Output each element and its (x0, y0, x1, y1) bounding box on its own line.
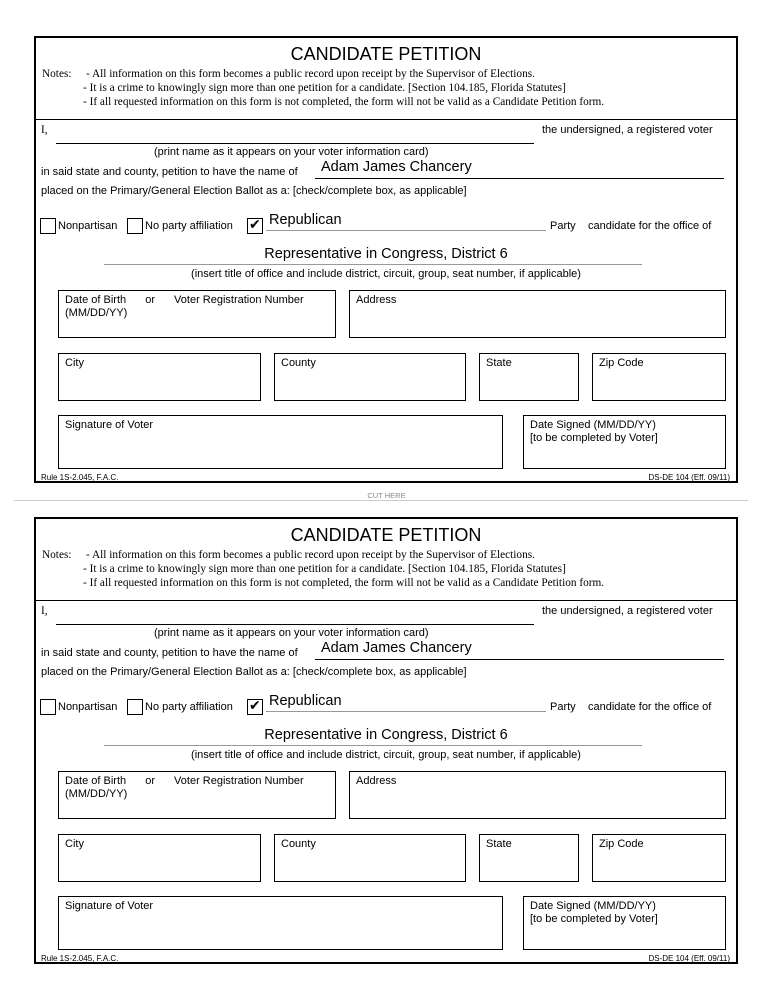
form-id: DS-DE 104 (Eff. 09/11) (648, 473, 730, 482)
rule-citation: Rule 1S-2.045, F.A.C. (41, 473, 119, 482)
signature-label: Signature of Voter (65, 900, 154, 912)
petition-form-1 (34, 36, 738, 483)
dob-format: (MM/DD/YY) (65, 307, 128, 319)
date-signed-label: Date Signed (MM/DD/YY) (530, 419, 656, 431)
address-label: Address (356, 775, 397, 787)
date-signed-box[interactable] (523, 896, 726, 950)
office-hint: (insert title of office and include district, circuit, group, seat number, if applicable) (191, 749, 581, 761)
no-party-label: No party affiliation (145, 220, 233, 232)
nonpartisan-label: Nonpartisan (58, 220, 118, 232)
note-3: - If all requested information on this form is not completed, the form will not be valid as a Candidate Petition form. (83, 577, 605, 589)
zip-label: Zip Code (599, 357, 644, 369)
or-label: or (145, 294, 155, 306)
no-party-checkbox[interactable] (127, 218, 143, 234)
divider (36, 600, 736, 601)
office-text: candidate for the office of (588, 701, 712, 713)
note-1: - All information on this form becomes a public record upon receipt by the Supervisor of Elections. (86, 549, 535, 561)
party-label: Party (550, 701, 576, 713)
undersigned-text: the undersigned, a registered voter (542, 605, 713, 617)
no-party-checkbox[interactable] (127, 699, 143, 715)
petition-text: in said state and county, petition to have the name of (41, 647, 298, 659)
dob-voter-reg-box[interactable] (58, 290, 336, 338)
dob-voter-reg-box[interactable] (58, 771, 336, 819)
cut-here-label: CUT HERE (367, 491, 406, 500)
date-signed-note: [to be completed by Voter] (530, 432, 658, 444)
note-1: - All information on this form becomes a public record upon receipt by the Supervisor of Elections. (86, 68, 535, 80)
date-signed-label: Date Signed (MM/DD/YY) (530, 900, 656, 912)
nonpartisan-label: Nonpartisan (58, 701, 118, 713)
date-signed-box[interactable] (523, 415, 726, 469)
dob-label: Date of Birth (65, 775, 127, 787)
party-value: Republican (269, 212, 342, 228)
notes-label: Notes: (42, 549, 72, 561)
signature-box[interactable] (58, 415, 503, 469)
form-title: CANDIDATE PETITION (290, 525, 482, 545)
candidate-name-value: Adam James Chancery (321, 640, 472, 656)
city-label: City (65, 838, 84, 850)
county-label: County (281, 357, 316, 369)
undersigned-text: the undersigned, a registered voter (542, 124, 713, 136)
office-text: candidate for the office of (588, 220, 712, 232)
voter-name-field[interactable] (56, 624, 534, 625)
office-field[interactable] (104, 745, 642, 746)
address-box[interactable] (349, 771, 726, 819)
ballot-text: placed on the Primary/General Election Ballot as a: [check/complete box, as applicable] (41, 666, 467, 678)
notes-label: Notes: (42, 68, 72, 80)
office-value: Representative in Congress, District 6 (264, 246, 508, 262)
dob-format: (MM/DD/YY) (65, 788, 128, 800)
voter-name-field[interactable] (56, 143, 534, 144)
office-field[interactable] (104, 264, 642, 265)
zip-box[interactable] (592, 353, 726, 401)
form-title: CANDIDATE PETITION (290, 44, 482, 64)
note-2: - It is a crime to knowingly sign more than one petition for a candidate. [Section 104.185, Florida Statutes] (83, 82, 566, 94)
print-name-hint: (print name as it appears on your voter information card) (154, 146, 429, 158)
cut-line (14, 500, 748, 501)
party-field[interactable] (266, 711, 546, 712)
state-label: State (486, 838, 512, 850)
party-checkbox[interactable] (247, 218, 263, 234)
zip-label: Zip Code (599, 838, 644, 850)
form-id: DS-DE 104 (Eff. 09/11) (648, 954, 730, 963)
county-box[interactable] (274, 834, 466, 882)
state-box[interactable] (479, 353, 579, 401)
party-value: Republican (269, 693, 342, 709)
state-label: State (486, 357, 512, 369)
county-box[interactable] (274, 353, 466, 401)
note-2: - It is a crime to knowingly sign more than one petition for a candidate. [Section 104.185, Florida Statutes] (83, 563, 566, 575)
note-3: - If all requested information on this form is not completed, the form will not be valid as a Candidate Petition form. (83, 96, 605, 108)
candidate-name-field[interactable] (315, 178, 724, 179)
party-field[interactable] (266, 230, 546, 231)
nonpartisan-checkbox[interactable] (40, 218, 56, 234)
office-hint: (insert title of office and include district, circuit, group, seat number, if applicable) (191, 268, 581, 280)
petition-form-2 (34, 517, 738, 964)
ballot-text: placed on the Primary/General Election Ballot as a: [check/complete box, as applicable] (41, 185, 467, 197)
print-name-hint: (print name as it appears on your voter information card) (154, 627, 429, 639)
voter-reg-label: Voter Registration Number (174, 775, 304, 787)
office-value: Representative in Congress, District 6 (264, 727, 508, 743)
voter-reg-label: Voter Registration Number (174, 294, 304, 306)
party-label: Party (550, 220, 576, 232)
city-label: City (65, 357, 84, 369)
party-checkbox[interactable] (247, 699, 263, 715)
signature-label: Signature of Voter (65, 419, 154, 431)
zip-box[interactable] (592, 834, 726, 882)
rule-citation: Rule 1S-2.045, F.A.C. (41, 954, 119, 963)
dob-label: Date of Birth (65, 294, 127, 306)
divider (36, 119, 736, 120)
candidate-name-value: Adam James Chancery (321, 159, 472, 175)
city-box[interactable] (58, 353, 261, 401)
no-party-label: No party affiliation (145, 701, 233, 713)
signature-box[interactable] (58, 896, 503, 950)
i-label: I, (41, 124, 48, 136)
i-label: I, (41, 605, 48, 617)
address-label: Address (356, 294, 397, 306)
or-label: or (145, 775, 155, 787)
state-box[interactable] (479, 834, 579, 882)
county-label: County (281, 838, 316, 850)
nonpartisan-checkbox[interactable] (40, 699, 56, 715)
candidate-name-field[interactable] (315, 659, 724, 660)
address-box[interactable] (349, 290, 726, 338)
petition-text: in said state and county, petition to have the name of (41, 166, 298, 178)
city-box[interactable] (58, 834, 261, 882)
date-signed-note: [to be completed by Voter] (530, 913, 658, 925)
